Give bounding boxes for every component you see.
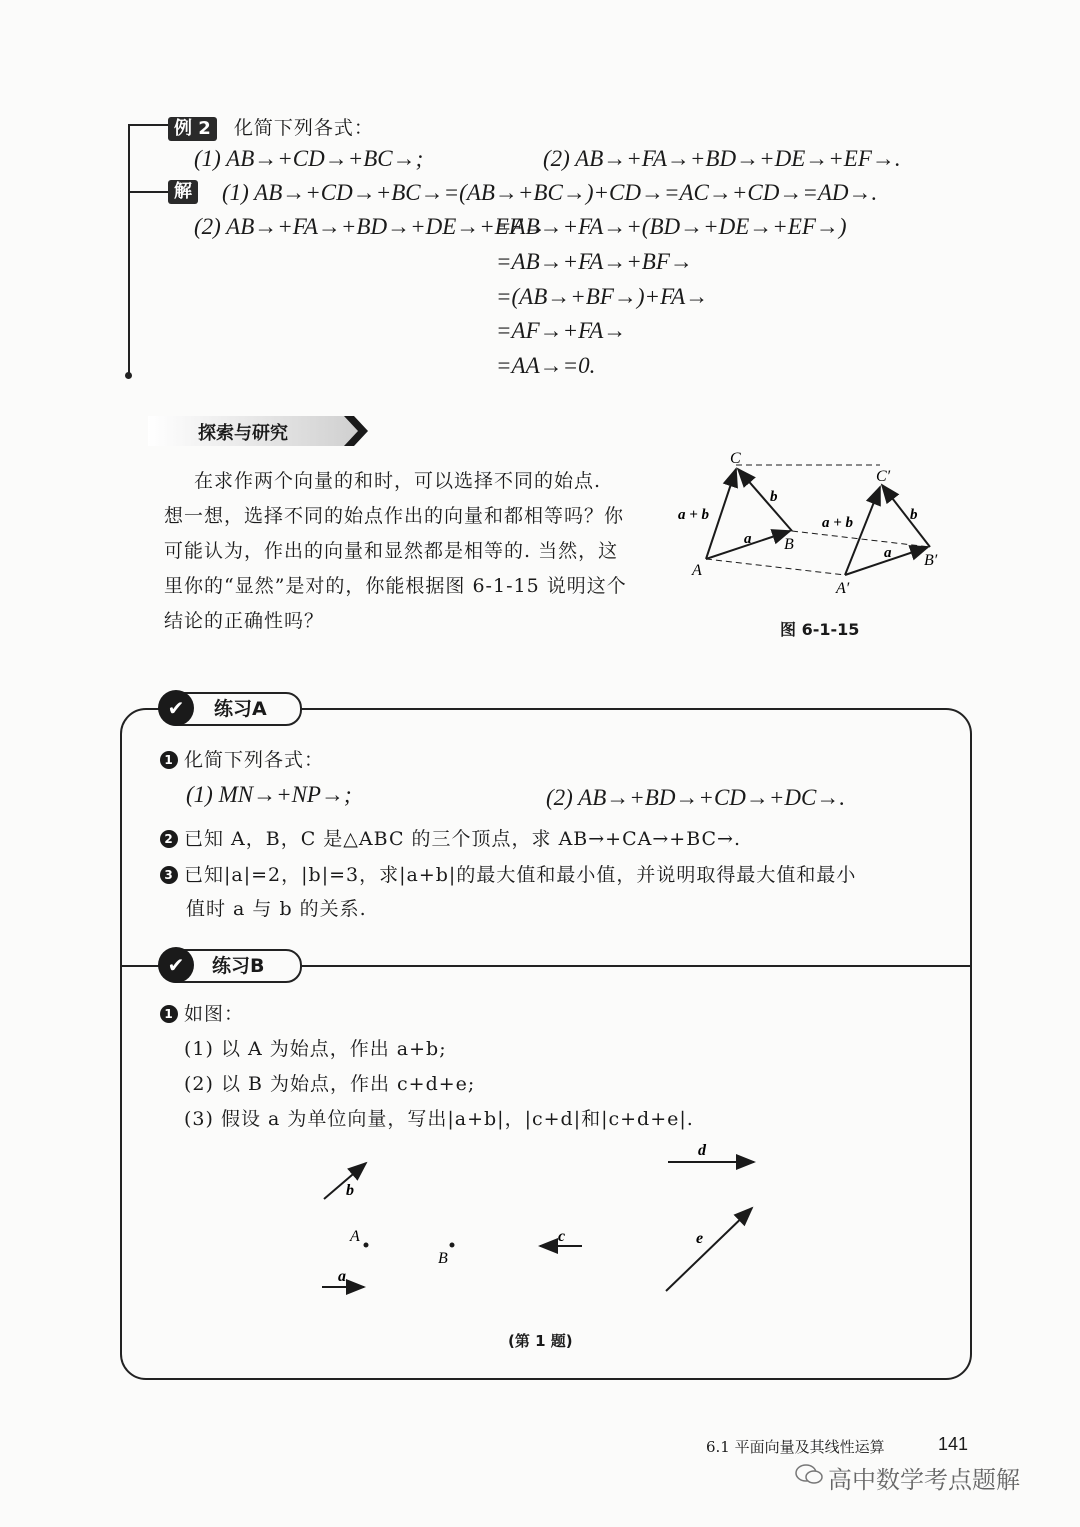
label-B: B — [784, 536, 794, 553]
label-B2: B′ — [924, 552, 938, 569]
solution-step: =AB→+FA→+BF→ — [496, 249, 693, 274]
label-b-1: b — [770, 489, 778, 505]
dashed-aa — [706, 559, 845, 575]
exercise-b-item: (3) 假设 a 为单位向量，写出|a+b|，|c+d|和|c+d+e|. — [184, 1108, 694, 1130]
exercise-b-title: 练习B — [212, 955, 265, 977]
exercise-b-item: (1) 以 A 为始点，作出 a+b; — [184, 1038, 447, 1060]
solution-step: =AB→+FA→+(BD→+DE→+EF→) — [496, 214, 847, 239]
exercise-a-item: 值时 a 与 b 的关系. — [186, 898, 367, 920]
vector-sum-1 — [706, 469, 736, 559]
example-bracket-line — [128, 124, 130, 376]
label-a-1: a — [744, 531, 752, 547]
exercise-a-item — [160, 860, 856, 887]
vector-a-label: a — [338, 1268, 346, 1285]
wechat-icon — [794, 1462, 824, 1490]
vector-d-label: d — [698, 1142, 706, 1159]
item-text: 化简下列各式： — [184, 749, 325, 771]
exercise-a-item — [160, 745, 324, 772]
vector-b-2 — [882, 485, 930, 547]
exercise-b-header — [160, 949, 302, 983]
footer-section: 6.1 平面向量及其线性运算 — [706, 1438, 885, 1456]
solution-part1: (1) AB→+CD→+BC→=(AB→+BC→)+CD→=AC→+CD→=AD→. — [222, 180, 878, 205]
exercise-a-item: (1) MN→+NP→; — [186, 782, 352, 807]
explore-banner — [148, 414, 368, 448]
vector-e-label: e — [696, 1230, 704, 1247]
vector-b-1 — [738, 469, 792, 531]
label-C2: C′ — [876, 468, 891, 485]
exercise-a-item: (2) AB→+BD→+CD→+DC→. — [546, 785, 846, 810]
exercise-b-item — [160, 999, 244, 1026]
point-B — [450, 1243, 455, 1248]
label-sum-2: a + b — [822, 515, 854, 531]
figure-6-1-15 — [670, 445, 960, 605]
footer-page-number: 141 — [938, 1434, 969, 1454]
solution-part2-lhs: (2) AB→+FA→+BD→+DE→+EF→ — [194, 214, 546, 239]
vector-c-label: c — [558, 1228, 566, 1245]
example-q1: (1) AB→+CD→+BC→; — [194, 146, 424, 171]
example-bracket-mid — [128, 191, 168, 193]
point-A — [364, 1243, 369, 1248]
example-prompt: 化简下列各式： — [233, 117, 374, 139]
vector-b — [324, 1163, 366, 1199]
label-A: A — [692, 562, 702, 579]
explore-line: 里你的“显然”是对的，你能根据图 6-1-15 说明这个 — [164, 575, 627, 597]
item-text: 已知|a|=2，|b|=3，求|a+b|的最大值和最小值，并说明取得最大值和最小 — [184, 864, 857, 886]
exercise-a-title: 练习A — [214, 698, 267, 720]
item-number: 2 — [160, 830, 178, 848]
item-number: 1 — [160, 1005, 178, 1023]
watermark-text: 高中数学考点题解 — [828, 1466, 1020, 1494]
exercise-b-item: (2) 以 B 为始点，作出 c+d+e; — [184, 1073, 476, 1095]
example-header — [168, 113, 374, 141]
solution-tag: 解 — [168, 180, 198, 204]
point-A-label: A — [350, 1228, 360, 1245]
solution-header — [168, 180, 198, 204]
solution-step: =AF→+FA→ — [496, 318, 627, 343]
explore-title: 探索与研究 — [198, 423, 288, 444]
vector-e — [666, 1208, 752, 1291]
item-number: 1 — [160, 751, 178, 769]
solution-step: =(AB→+BF→)+FA→ — [496, 284, 709, 309]
explore-line: 想一想，选择不同的始点作出的向量和都相等吗？你 — [164, 505, 625, 527]
item-number: 3 — [160, 866, 178, 884]
check-icon: ✔ — [158, 690, 194, 726]
exercise-b-figure — [300, 1135, 780, 1310]
label-C: C — [730, 450, 741, 467]
label-sum-1: a + b — [678, 507, 710, 523]
exercise-a-header — [160, 692, 302, 726]
exercise-a-item — [160, 824, 741, 851]
point-B-label: B — [438, 1250, 448, 1267]
example-tag: 例 2 — [168, 117, 217, 141]
solution-step: =AA→=0. — [496, 353, 596, 378]
vector-b-label: b — [346, 1182, 354, 1199]
example-bracket-top — [128, 124, 168, 126]
explore-line: 在求作两个向量的和时，可以选择不同的始点. — [194, 470, 602, 492]
explore-line: 可能认为，作出的向量和显然都是相等的. 当然，这 — [164, 540, 619, 562]
label-b-2: b — [910, 507, 918, 523]
example-q2: (2) AB→+FA→+BD→+DE→+EF→. — [543, 146, 901, 171]
item-text: 已知 A，B，C 是△ABC 的三个顶点，求 AB→+CA→+BC→. — [184, 828, 741, 850]
label-a-2: a — [884, 545, 892, 561]
label-A2: A′ — [836, 580, 850, 597]
exercise-b-figure-caption: (第 1 题) — [508, 1332, 573, 1350]
check-icon: ✔ — [158, 947, 194, 983]
example-bracket-dot — [125, 372, 132, 379]
figure-caption: 图 6-1-15 — [780, 620, 860, 639]
vector-sum-2 — [845, 487, 880, 575]
item-text: 如图： — [184, 1003, 245, 1025]
explore-line: 结论的正确性吗？ — [164, 610, 325, 632]
